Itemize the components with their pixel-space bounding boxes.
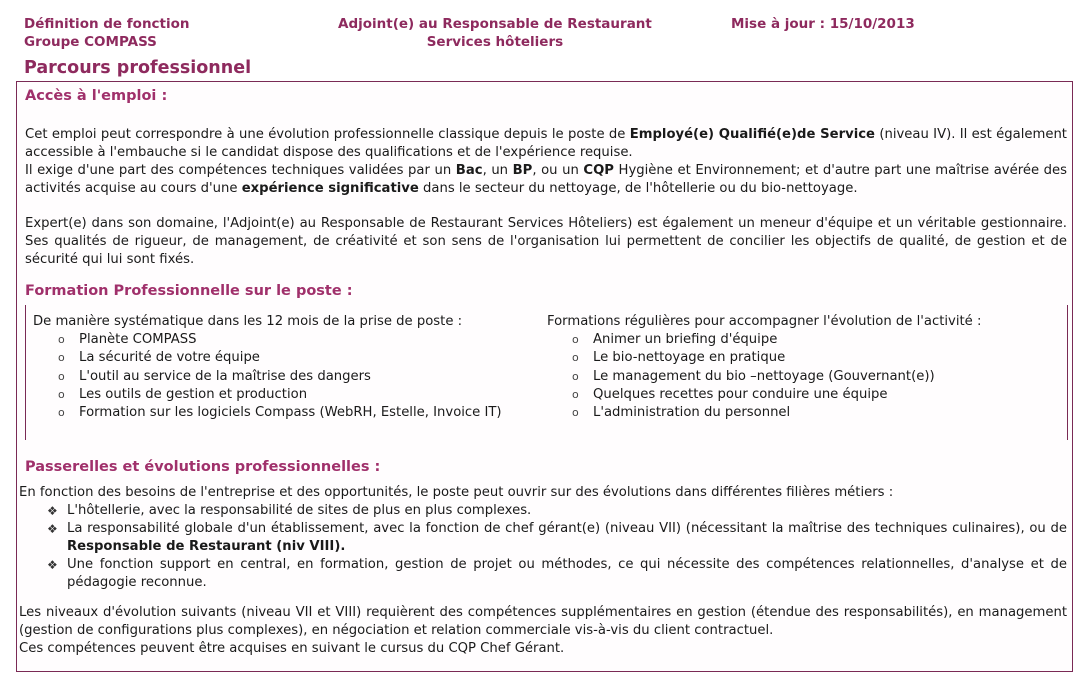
section-title-formation: Formation Professionnelle sur le poste : [25, 283, 353, 299]
text: Cet emploi peut correspondre à une évolution professionnelle classique depuis le poste de [25, 127, 630, 142]
conclusion-paragraph-1: Les niveaux d'évolution suivants (niveau VII et VIII) requièrent des compétences supplémentaires en gestion (étendue des responsabilités), en management (gestion de configurations plus complexes), en négociation et relation commerciale vis-à-vis du client contractuel. [19, 605, 1067, 638]
circle-bullet-icon: o [572, 369, 579, 383]
conclusion-paragraph-2: Ces compétences peuvent être acquises en suivant le cursus du CQP Chef Gérant. [19, 641, 565, 656]
list-item-text: La sécurité de votre équipe [79, 350, 260, 366]
list-item [33, 404, 502, 422]
list-item-text: Quelques recettes pour conduire une équipe [593, 386, 888, 402]
list-item [33, 349, 502, 367]
header-left [24, 15, 190, 51]
diamond-bullet-icon: ❖ [47, 522, 58, 536]
formation-right-column [547, 313, 981, 422]
list-item-text: L'hôtellerie, avec la responsabilité de sites de plus en plus complexes. [67, 503, 532, 518]
circle-bullet-icon: o [572, 333, 579, 347]
list-item [19, 556, 1067, 592]
doc-type: Définition de fonction [24, 16, 190, 32]
circle-bullet-icon: o [572, 406, 579, 420]
list-item [547, 386, 981, 404]
list-item [19, 520, 1067, 556]
circle-bullet-icon: o [58, 369, 65, 383]
formation-left-column [33, 313, 502, 422]
bold-text: Bac [455, 163, 483, 178]
text: dans le secteur du nettoyage, de l'hôtellerie ou du bio-nettoyage. [418, 181, 858, 196]
diamond-bullet-icon: ❖ [47, 504, 58, 518]
circle-bullet-icon: o [58, 387, 65, 401]
update-date: Mise à jour : 15/10/2013 [731, 16, 915, 32]
list-item-text: Planète COMPASS [79, 332, 197, 348]
circle-bullet-icon: o [572, 351, 579, 365]
bold-text: CQP [583, 163, 614, 178]
list-item-text: L'administration du personnel [593, 405, 791, 421]
text: , ou un [532, 163, 584, 178]
text: (niveau IV). Il est également accessible à l'embauche si le candidat dispose des qualifications et de l'expérience requise. [25, 127, 1067, 160]
content-box [16, 81, 1073, 672]
bold-text: expérience significative [241, 181, 419, 196]
formation-left-intro: De manière systématique dans les 12 mois de la prise de poste : [33, 314, 463, 329]
list-item-text: Formation sur les logiciels Compass (WebRH, Estelle, Invoice IT) [79, 405, 502, 421]
bold-text: BP [512, 163, 533, 178]
list-item-text: La responsabilité globale d'un établissement, avec la fonction de chef gérant(e) (niveau VII) (nécessitant la maîtrise des techniques culinaires), ou de [67, 521, 1067, 536]
section-title-passerelles: Passerelles et évolutions professionnelles : [25, 459, 381, 475]
passerelles-intro: En fonction des besoins de l'entreprise et des opportunités, le poste peut ouvrir sur des évolutions dans différentes filières métiers : [19, 485, 894, 500]
list-item [33, 386, 502, 404]
header-middle [338, 15, 652, 51]
circle-bullet-icon: o [58, 351, 65, 365]
list-item-text: Les outils de gestion et production [79, 386, 308, 402]
bold-text: Employé(e) Qualifié(e)de Service [629, 127, 875, 142]
list-item-text: L'outil au service de la maîtrise des dangers [79, 368, 371, 384]
list-item [547, 349, 981, 367]
acces-paragraph-2: Expert(e) dans son domaine, l'Adjoint(e) au Responsable de Restaurant Services Hôteliers) est également un meneur d'équipe et un véritable gestionnaire. Ses qualités de rigueur, de management, de créativité et son sens de l'organisation lui permettent de concilier les objectifs de qualité, de gestion et de sécurité qui lui sont fixés. [25, 216, 1067, 267]
list-item [547, 404, 981, 422]
text: Hygiène et Environnement; et d'autre part une maîtrise avérée des activités acquise au cours d'une [25, 163, 1067, 196]
bold-text: Responsable de Restaurant (niv VIII). [67, 539, 346, 554]
list-item-text: Le bio-nettoyage en pratique [593, 350, 786, 366]
diamond-bullet-icon: ❖ [47, 558, 58, 572]
formation-right-list [547, 331, 981, 422]
page-title: Parcours professionnel [24, 58, 252, 78]
job-department: Services hôteliers [426, 34, 564, 50]
company-name: Groupe COMPASS [24, 34, 157, 50]
list-item-text: Animer un briefing d'équipe [593, 332, 778, 348]
list-item [33, 368, 502, 386]
job-title: Adjoint(e) au Responsable de Restaurant [338, 16, 652, 32]
list-item-text: Une fonction support en central, en formation, gestion de projet ou méthodes, ce qui nécessite des compétences relationnelles, d'analyse et de pédagogie reconnue. [67, 557, 1067, 590]
list-item [33, 331, 502, 349]
circle-bullet-icon: o [58, 333, 65, 347]
text: Il exige d'une part des compétences techniques validées par un [25, 163, 456, 178]
passerelles-conclusion [19, 604, 1067, 658]
formation-right-intro: Formations régulières pour accompagner l'évolution de l'activité : [547, 314, 982, 329]
section-title-acces: Accès à l'emploi : [25, 88, 168, 104]
list-item [19, 502, 1067, 520]
formation-box [25, 305, 1068, 440]
passerelles-content [19, 484, 1067, 592]
circle-bullet-icon: o [58, 406, 65, 420]
text: , un [482, 163, 513, 178]
list-item-text: Le management du bio –nettoyage (Gouvernant(e)) [593, 368, 935, 384]
formation-left-list [33, 331, 502, 422]
acces-paragraph-1 [25, 126, 1067, 198]
passerelles-list [19, 502, 1067, 592]
circle-bullet-icon: o [572, 387, 579, 401]
list-item [547, 368, 981, 386]
list-item [547, 331, 981, 349]
